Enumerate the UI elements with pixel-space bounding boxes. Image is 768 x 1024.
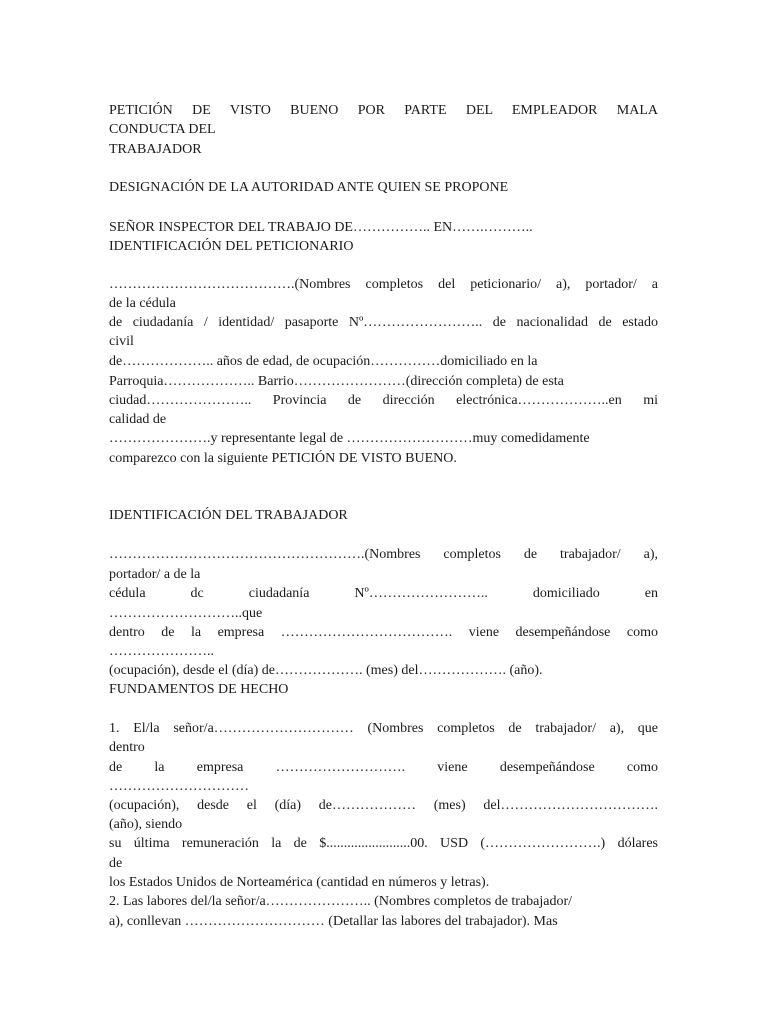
facts-line: …………………………: [109, 779, 249, 794]
petitioner-line: de ciudadanía / identidad/ pasaporte Nº…………………….. de nacionalidad de estado: [109, 315, 658, 330]
petitioner-line: ciudad………………….. Provincia de dirección electrónica………………..en mi: [109, 393, 658, 408]
facts-line: (año), siendo: [109, 817, 183, 832]
worker-line: portador/ a de la: [109, 567, 201, 582]
facts-line: su última remuneración la de $........................00. USD (…………………….) dólares: [109, 836, 658, 851]
document-title-line-1: PETICIÓN DE VISTO BUENO POR PARTE DEL EMPLEADOR MALA: [109, 103, 658, 118]
facts-line: de: [109, 856, 123, 871]
petitioner-line: ………………………………….(Nombres completos del peticionario/ a), portador/ a: [109, 277, 658, 292]
facts-line: 2. Las labores del/la señor/a………………….. (Nombres completos de trabajador/: [109, 894, 573, 909]
petitioner-line: de la cédula: [109, 296, 176, 311]
petitioner-heading: IDENTIFICACIÓN DEL PETICIONARIO: [109, 239, 354, 254]
petitioner-line: civil: [109, 334, 134, 349]
petitioner-line: ………………….y representante legal de ………………………muy comedidamente: [109, 431, 590, 446]
facts-line: de la empresa ………………………. viene desempeñándose como: [109, 760, 658, 775]
worker-line: cédula dc ciudadanía Nº…………………….. domiciliado en: [109, 586, 658, 601]
facts-line: dentro: [109, 740, 145, 755]
worker-line: …………………..: [109, 644, 214, 659]
document-title-line-2: CONDUCTA DEL: [109, 122, 216, 137]
facts-line: a), conllevan ………………………… (Detallar las labores del trabajador). Mas: [109, 914, 558, 929]
worker-heading: IDENTIFICACIÓN DEL TRABAJADOR: [109, 508, 348, 523]
worker-line: ………………………..que: [109, 606, 263, 621]
worker-line: ……………………………………………….(Nombres completos de trabajador/ a),: [109, 547, 658, 562]
facts-line: 1. El/la señor/a………………………… (Nombres completos de trabajador/ a), que: [109, 721, 658, 736]
facts-heading: FUNDAMENTOS DE HECHO: [109, 682, 289, 697]
document-title-line-3: TRABAJADOR: [109, 142, 202, 157]
facts-line: los Estados Unidos de Norteamérica (cantidad en números y letras).: [109, 875, 490, 890]
authority-heading: DESIGNACIÓN DE LA AUTORIDAD ANTE QUIEN SE PROPONE: [109, 180, 509, 195]
worker-line: dentro de la empresa ………………………………. viene desempeñándose como: [109, 625, 658, 640]
petitioner-line: Parroquia……………….. Barrio……………………(dirección completa) de esta: [109, 374, 564, 389]
worker-line: (ocupación), desde el (día) de………………. (mes) del………………. (año).: [109, 663, 543, 678]
petitioner-line: calidad de: [109, 412, 167, 427]
petitioner-line: de……………….. años de edad, de ocupación……………domiciliado en la: [109, 354, 538, 369]
inspector-line: SEÑOR INSPECTOR DEL TRABAJO DE…………….. EN…….………..: [109, 220, 533, 235]
petitioner-line: comparezco con la siguiente PETICIÓN DE VISTO BUENO.: [109, 451, 457, 466]
facts-line: (ocupación), desde el (día) de……………… (mes) del…………………………….: [109, 798, 658, 813]
